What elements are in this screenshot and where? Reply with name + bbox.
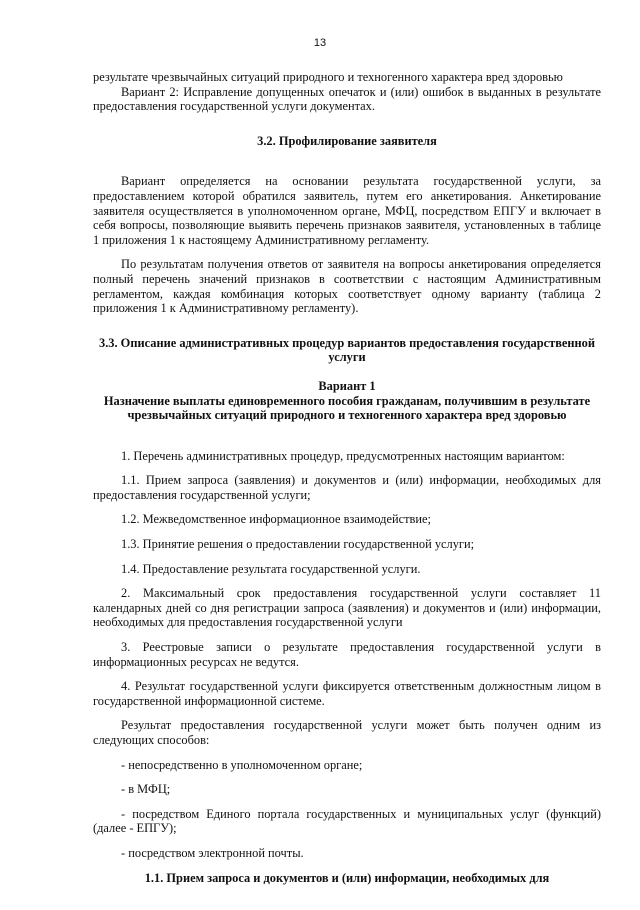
paragraph-procedures-intro: 1. Перечень административных процедур, предусмотренных настоящим вариантом: <box>121 448 565 463</box>
section-heading-3-2: 3.2. Профилирование заявителя <box>257 133 437 148</box>
result-way-epgu: - посредством Единого портала государственных и муниципальных услуг (функций) (далее - ЕПГУ); <box>93 806 601 836</box>
procedure-item-1-2: 1.2. Межведомственное информационное взаимодействие; <box>121 512 431 527</box>
paragraph-max-term: 2. Максимальный срок предоставления государственной услуги составляет 11 календарных дней со дня регистрации запроса (заявления) и документов и (или) информации, необходимых для предоставления государственной услуги <box>93 586 601 630</box>
paragraph-continuation: результате чрезвычайных ситуаций природного и техногенного характера вред здоровью <box>93 70 563 84</box>
procedure-item-1-4: 1.4. Предоставление результата государственной услуги. <box>121 561 421 576</box>
document-body <box>93 70 601 885</box>
paragraph-survey-results: По результатам получения ответов от заявителя на вопросы анкетирования определяется полный перечень значений признаков в соответствии с настоящим Административным регламентом, каждая комбинация которых соответствует одному варианту (таблица 2 приложения 1 к Административному регламенту). <box>93 257 601 316</box>
procedure-item-1-3: 1.3. Принятие решения о предоставлении государственной услуги; <box>121 537 475 552</box>
paragraph-result-recorded: 4. Результат государственной услуги фиксируется ответственным должностным лицом в государственной информационной системе. <box>93 679 601 708</box>
paragraph-registry-records: 3. Реестровые записи о результате предоставления государственной услуги в информационных ресурсах не ведутся. <box>93 640 601 669</box>
result-way-email: - посредством электронной почты. <box>121 845 304 860</box>
paragraph-variant-2: Вариант 2: Исправление допущенных опечаток и (или) ошибок в выданных в результате предоставления государственной услуги документах. <box>93 84 601 114</box>
section-heading-3-3: 3.3. Описание административных процедур вариантов предоставления государственной услуги <box>99 335 595 365</box>
variant-1-title: Назначение выплаты единовременного пособия гражданам, получившим в результате чрезвычайных ситуаций природного и техногенного характера вред здоровью <box>103 393 591 423</box>
variant-1-heading: Вариант 1 <box>318 378 376 393</box>
paragraph-result-ways: Результат предоставления государственной услуги может быть получен одним из следующих способов: <box>93 718 601 747</box>
paragraph-variant-definition: Вариант определяется на основании результата государственной услуги, за предоставлением которой обратился заявитель, путем его анкетирования. Анкетирование заявителя осуществляется в уполномоченном органе, МФЦ, посредством ЕПГУ и включает в себя вопросы, позволяющие выявить перечень признаков заявителя, установленных в таблице 1 приложения 1 к настоящему Административному регламенту. <box>93 174 601 247</box>
procedure-item-1-1: 1.1. Прием запроса (заявления) и документов и (или) информации, необходимых для предоставления государственной услуги; <box>93 473 601 502</box>
subsection-heading-1-1: 1.1. Прием запроса и документов и (или) информации, необходимых для <box>144 870 550 885</box>
result-way-authority: - непосредственно в уполномоченном органе; <box>121 757 363 772</box>
result-way-mfc: - в МФЦ; <box>121 782 171 797</box>
page-number: 13 <box>313 37 327 49</box>
